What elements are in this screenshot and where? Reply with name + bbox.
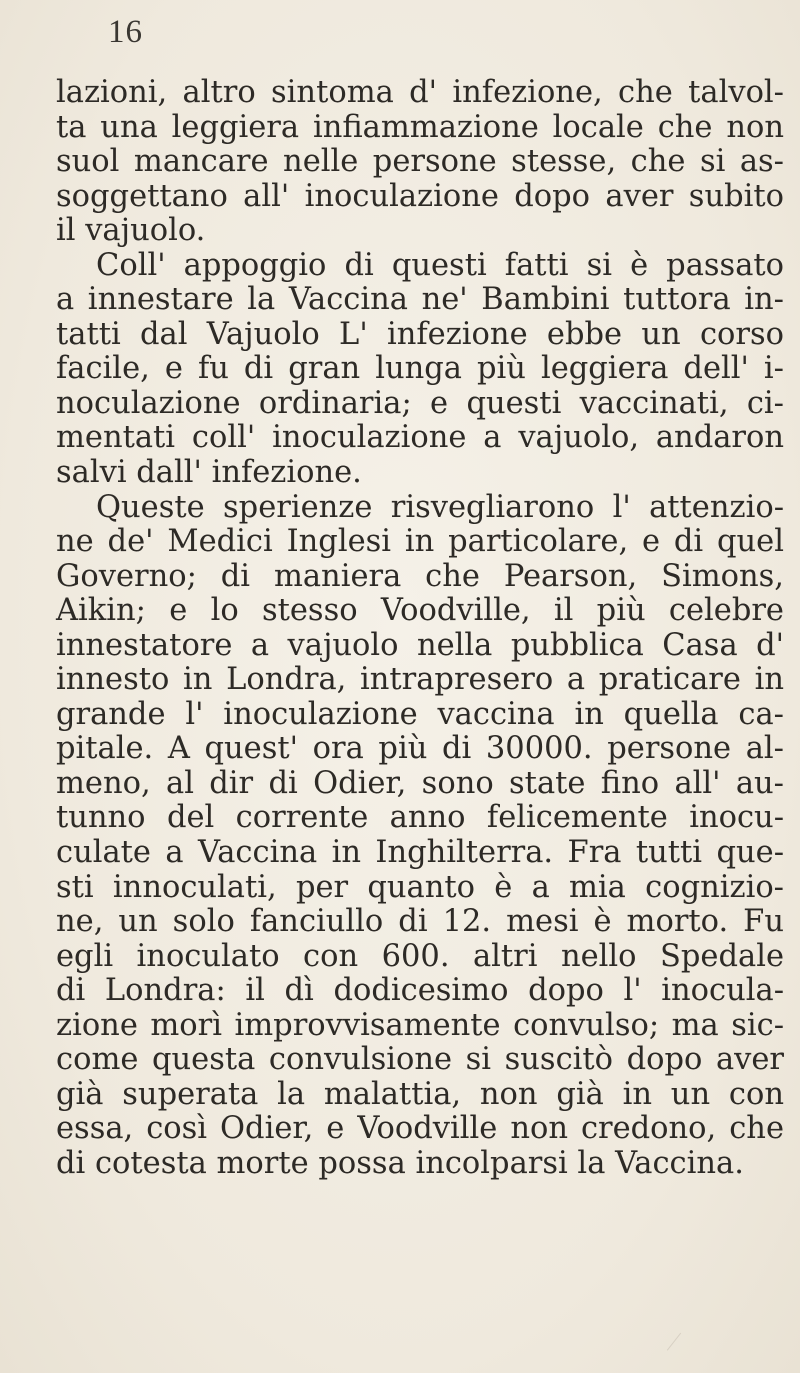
text-line: Aikin; e lo stesso Voodville, il più celebre	[56, 593, 784, 629]
text-line: il vajuolo.	[56, 213, 206, 249]
text-line: tatti dal Vajuolo L' infezione ebbe un corso	[56, 316, 784, 352]
text-line: già superata la malattia, non già in un con	[56, 1076, 784, 1112]
text-line: innestatore a vajuolo nella pubblica Casa d'	[56, 627, 784, 663]
text-line: lazioni, altro sintoma d' infezione, che talvol-	[56, 75, 784, 110]
text-line: salvi dall' infezione.	[56, 455, 362, 491]
body-text	[56, 76, 784, 1182]
text-line: pitale. A quest' ora più di 30000. persone al-	[56, 731, 784, 767]
text-line: mentati coll' inoculazione a vajuolo, andaron	[56, 420, 784, 456]
text-line: facile, e fu di gran lunga più leggiera dell' i-	[56, 351, 784, 387]
text-line: sti innoculati, per quanto è a mia cognizio-	[56, 869, 784, 905]
page-number: 16	[108, 14, 143, 50]
text-line: essa, così Odier, e Voodville non credono, che	[56, 1111, 784, 1147]
text-line: di Londra: il dì dodicesimo dopo l' inocula-	[56, 973, 784, 1009]
text-line: ta una leggiera infiammazione locale che non	[56, 109, 784, 145]
text-line: di cotesta morte possa incolparsi la Vaccina.	[56, 1145, 744, 1181]
text-line: tunno del corrente anno felicemente inocu-	[56, 800, 784, 836]
text-line: innesto in Londra, intrapresero a praticare in	[56, 662, 784, 698]
text-line: noculazione ordinaria; e questi vaccinati, ci-	[56, 385, 784, 421]
text-line: ne, un solo fanciullo di 12. mesi è morto. Fu	[56, 904, 784, 940]
text-line: culate a Vaccina in Inghilterra. Fra tutti que-	[56, 835, 784, 871]
text-line: egli inoculato con 600. altri nello Spedale	[56, 938, 784, 974]
paragraph-start-line: Queste sperienze risvegliarono l' attenzio-	[96, 489, 784, 525]
text-line: soggettano all' inoculazione dopo aver subito	[56, 178, 784, 214]
text-line: grande l' inoculazione vaccina in quella ca-	[56, 696, 784, 732]
text-line: meno, al dir di Odier, sono state fino all' au-	[56, 765, 784, 801]
text-line: ne de' Medici Inglesi in particolare, e di quel	[56, 524, 784, 560]
text-line: zione morì improvvisamente convulso; ma sic-	[56, 1007, 784, 1043]
text-line: a innestare la Vaccina ne' Bambini tuttora in-	[56, 282, 784, 318]
text-line: suol mancare nelle persone stesse, che si as-	[56, 144, 784, 180]
text-line: Governo; di maniera che Pearson, Simons,	[56, 558, 784, 594]
paragraph-start-line: Coll' appoggio di questi fatti si è passato	[96, 247, 784, 283]
text-line: come questa convulsione si suscitò dopo aver	[56, 1042, 784, 1078]
stray-mark	[667, 1333, 692, 1360]
